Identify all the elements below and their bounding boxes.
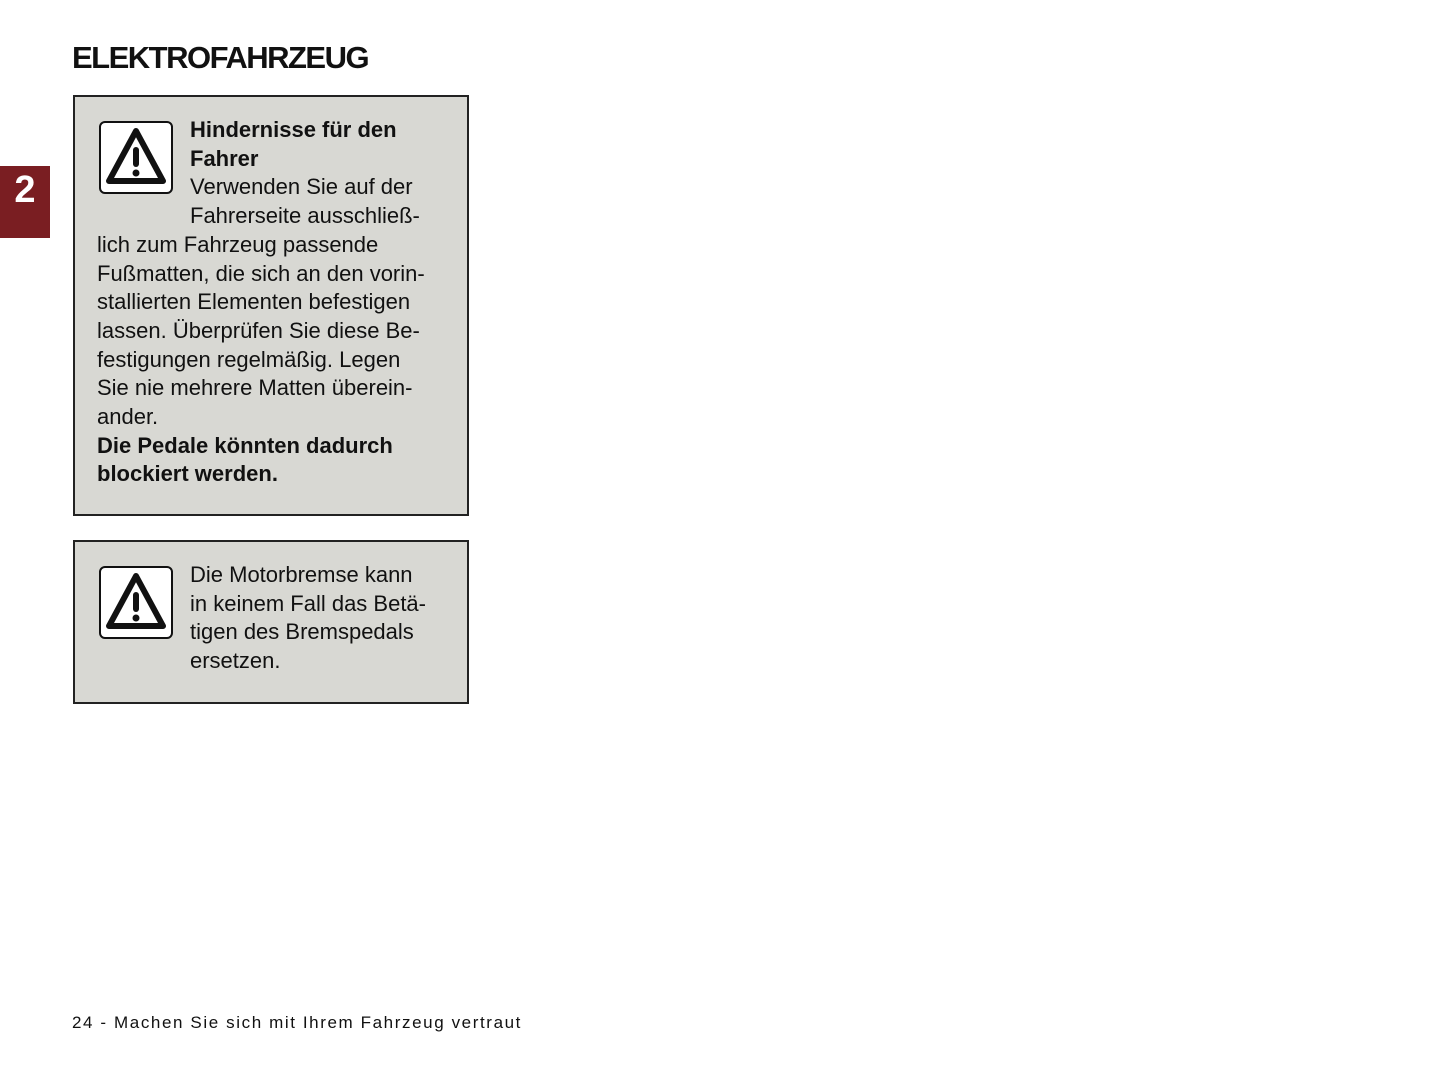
warning-text-line: ander. — [97, 404, 159, 429]
chapter-tab: 2 — [0, 166, 50, 238]
warning-text-line: Verwenden Sie auf der — [190, 174, 413, 200]
warning-text-line: in keinem Fall das Betä- — [190, 590, 426, 616]
warning-text-line: Fahrerseite ausschließ- — [190, 203, 420, 229]
warning-triangle-icon — [99, 121, 173, 194]
warning-text-line: Hindernisse für den — [190, 117, 397, 142]
warning-text-line: lassen. Überprüfen Sie diese Be- — [97, 317, 420, 343]
warning-text-line: Die Motorbremse kann — [190, 562, 413, 587]
warning-text-line: blockiert werden. — [97, 461, 278, 487]
page-footer: 24 - Machen Sie sich mit Ihrem Fahrzeug vertraut — [72, 1013, 523, 1032]
warning-text-line: Fußmatten, die sich an den vorin- — [97, 260, 425, 286]
warning-text-line: Sie nie mehrere Matten überein- — [97, 375, 413, 401]
warning-text-line: stallierten Elementen befestigen — [97, 289, 411, 315]
warning-box-obstacles — [73, 95, 469, 516]
warning-text-line: Fahrer — [190, 145, 259, 171]
warning-text-line: lich zum Fahrzeug passende — [97, 231, 379, 257]
warning-text-line: ersetzen. — [190, 648, 281, 674]
warning-text-line: Die Pedale könnten dadurch — [97, 432, 393, 458]
warning-text-line: tigen des Bremspedals — [190, 619, 414, 645]
warning-text-line: festigungen regelmäßig. Legen — [97, 346, 401, 372]
warning-triangle-icon — [99, 566, 173, 639]
warning-box-engine-brake — [73, 540, 469, 704]
page-title: ELEKTROFAHRZEUG — [72, 40, 369, 75]
